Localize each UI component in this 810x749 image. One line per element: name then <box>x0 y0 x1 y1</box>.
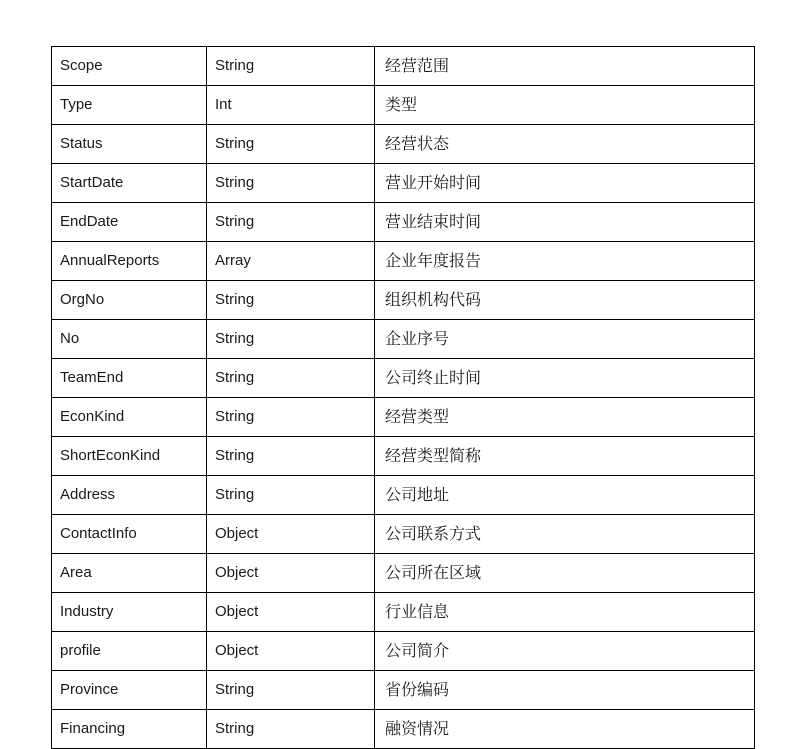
field-name-cell: ContactInfo <box>52 515 207 554</box>
field-type-cell: Object <box>207 593 375 632</box>
field-type-cell: Object <box>207 554 375 593</box>
field-description-cell: 经营状态 <box>375 125 755 164</box>
field-description-cell: 经营范围 <box>375 47 755 86</box>
field-name-cell: Province <box>52 671 207 710</box>
table-row <box>52 710 755 749</box>
table-row <box>52 554 755 593</box>
table-row <box>52 476 755 515</box>
field-name-cell: Type <box>52 86 207 125</box>
field-table-body <box>52 47 755 749</box>
field-type-cell: String <box>207 671 375 710</box>
field-type-cell: Object <box>207 632 375 671</box>
field-type-cell: String <box>207 437 375 476</box>
field-type-cell: String <box>207 710 375 749</box>
field-type-cell: String <box>207 47 375 86</box>
field-description-cell: 企业序号 <box>375 320 755 359</box>
field-table <box>51 46 755 749</box>
field-type-cell: String <box>207 281 375 320</box>
field-type-cell: Array <box>207 242 375 281</box>
table-row <box>52 515 755 554</box>
field-name-cell: Address <box>52 476 207 515</box>
field-type-cell: String <box>207 164 375 203</box>
field-name-cell: Financing <box>52 710 207 749</box>
field-description-cell: 公司终止时间 <box>375 359 755 398</box>
field-description-cell: 省份编码 <box>375 671 755 710</box>
table-row <box>52 593 755 632</box>
field-description-cell: 经营类型简称 <box>375 437 755 476</box>
field-description-cell: 类型 <box>375 86 755 125</box>
field-type-cell: String <box>207 359 375 398</box>
field-type-cell: String <box>207 203 375 242</box>
field-description-cell: 公司地址 <box>375 476 755 515</box>
field-description-cell: 融资情况 <box>375 710 755 749</box>
table-row <box>52 398 755 437</box>
field-name-cell: Status <box>52 125 207 164</box>
field-description-cell: 公司简介 <box>375 632 755 671</box>
field-description-cell: 公司所在区域 <box>375 554 755 593</box>
table-row <box>52 320 755 359</box>
field-name-cell: Area <box>52 554 207 593</box>
field-description-cell: 经营类型 <box>375 398 755 437</box>
field-type-cell: Int <box>207 86 375 125</box>
table-row <box>52 125 755 164</box>
table-row <box>52 242 755 281</box>
field-name-cell: TeamEnd <box>52 359 207 398</box>
field-name-cell: EndDate <box>52 203 207 242</box>
field-type-cell: String <box>207 320 375 359</box>
field-name-cell: Scope <box>52 47 207 86</box>
field-description-cell: 组织机构代码 <box>375 281 755 320</box>
field-description-cell: 营业开始时间 <box>375 164 755 203</box>
table-row <box>52 632 755 671</box>
field-description-cell: 企业年度报告 <box>375 242 755 281</box>
field-type-cell: String <box>207 125 375 164</box>
field-type-cell: String <box>207 398 375 437</box>
table-row <box>52 164 755 203</box>
field-name-cell: AnnualReports <box>52 242 207 281</box>
field-name-cell: profile <box>52 632 207 671</box>
field-name-cell: ShortEconKind <box>52 437 207 476</box>
table-row <box>52 671 755 710</box>
table-row <box>52 359 755 398</box>
table-row <box>52 437 755 476</box>
field-type-cell: String <box>207 476 375 515</box>
field-name-cell: EconKind <box>52 398 207 437</box>
table-row <box>52 281 755 320</box>
field-name-cell: No <box>52 320 207 359</box>
table-row <box>52 86 755 125</box>
field-description-cell: 营业结束时间 <box>375 203 755 242</box>
field-name-cell: StartDate <box>52 164 207 203</box>
field-name-cell: Industry <box>52 593 207 632</box>
field-type-cell: Object <box>207 515 375 554</box>
table-row <box>52 47 755 86</box>
field-description-cell: 行业信息 <box>375 593 755 632</box>
field-name-cell: OrgNo <box>52 281 207 320</box>
table-row <box>52 203 755 242</box>
field-description-cell: 公司联系方式 <box>375 515 755 554</box>
